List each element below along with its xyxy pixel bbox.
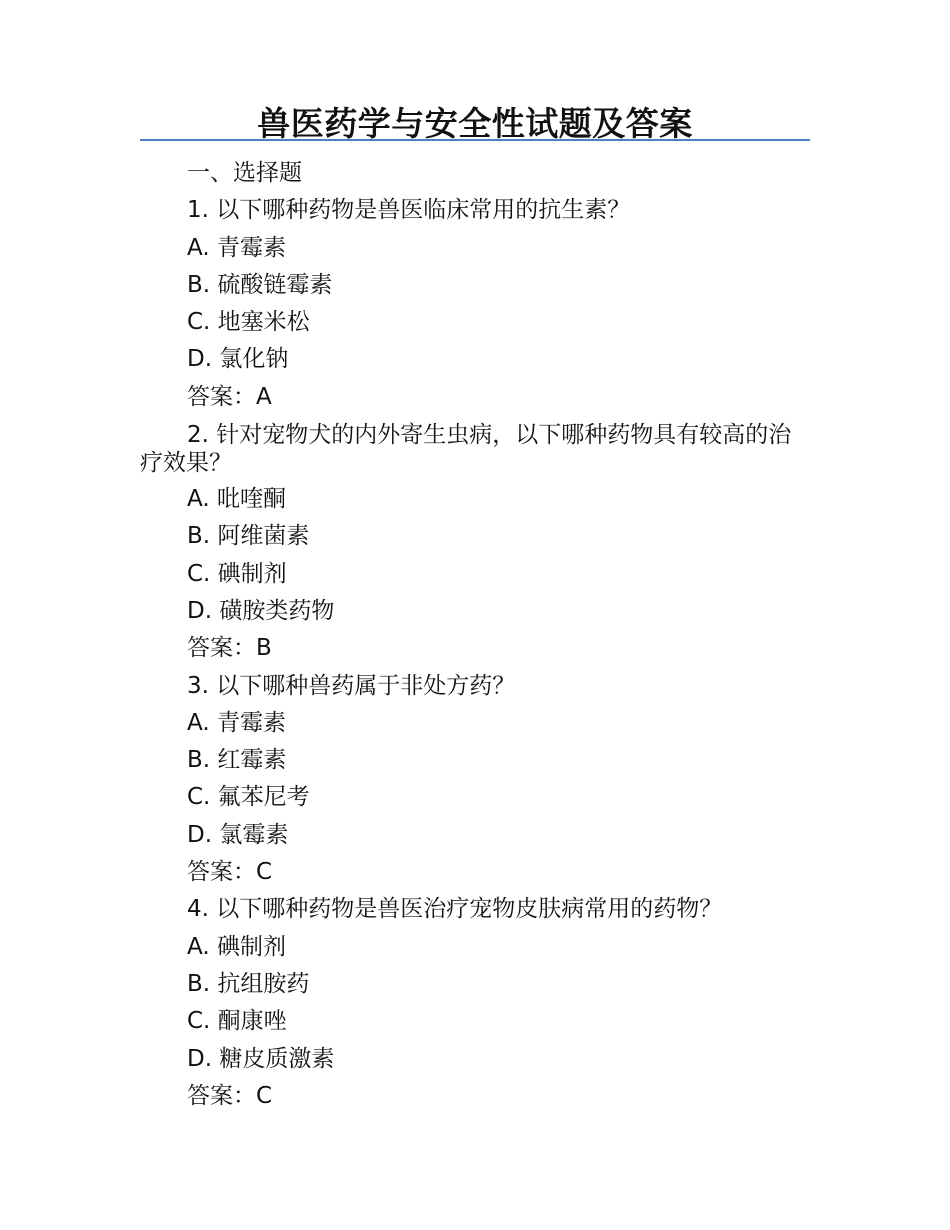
option-b: B. 红霉素 xyxy=(187,747,287,774)
question-2 xyxy=(140,416,810,667)
option-a: A. 青霉素 xyxy=(187,709,286,736)
option-d: D. 糖皮质激素 xyxy=(187,1045,335,1072)
question-1 xyxy=(140,192,810,416)
option-c: C. 地塞米松 xyxy=(187,309,310,336)
question-stem: 3. 以下哪种兽药属于非处方药？ xyxy=(187,672,516,699)
question-stem: 1. 以下哪种药物是兽医临床常用的抗生素？ xyxy=(187,197,631,224)
option-d: D. 氯化钠 xyxy=(187,346,289,373)
option-c: C. 碘制剂 xyxy=(187,560,287,587)
option-a: A. 吡喹酮 xyxy=(187,486,286,513)
section-heading: 一、选择题 xyxy=(187,160,302,186)
document-body xyxy=(140,155,810,1115)
option-b: B. 硫酸链霉素 xyxy=(187,271,333,298)
option-b: B. 抗组胺药 xyxy=(187,970,310,997)
answer-line: 答案：C xyxy=(187,1082,273,1109)
option-a: A. 青霉素 xyxy=(187,234,286,261)
option-c: C. 酮康唑 xyxy=(187,1008,287,1035)
option-b: B. 阿维菌素 xyxy=(187,523,310,550)
question-stem: 2. 针对宠物犬的内外寄生虫病，以下哪种药物具有较高的治疗效果？ xyxy=(140,421,792,476)
question-3 xyxy=(140,668,810,892)
question-stem: 4. 以下哪种药物是兽医治疗宠物皮肤病常用的药物？ xyxy=(187,896,723,923)
option-d: D. 磺胺类药物 xyxy=(187,597,335,624)
answer-line: 答案：B xyxy=(187,635,272,662)
option-d: D. 氯霉素 xyxy=(187,821,289,848)
answer-line: 答案：C xyxy=(187,859,273,886)
question-4 xyxy=(140,891,810,1115)
option-a: A. 碘制剂 xyxy=(187,933,286,960)
document-title: 兽医药学与安全性试题及答案 xyxy=(257,104,693,143)
title-underline xyxy=(140,139,810,141)
answer-line: 答案：A xyxy=(187,383,272,410)
option-c: C. 氟苯尼考 xyxy=(187,784,310,811)
